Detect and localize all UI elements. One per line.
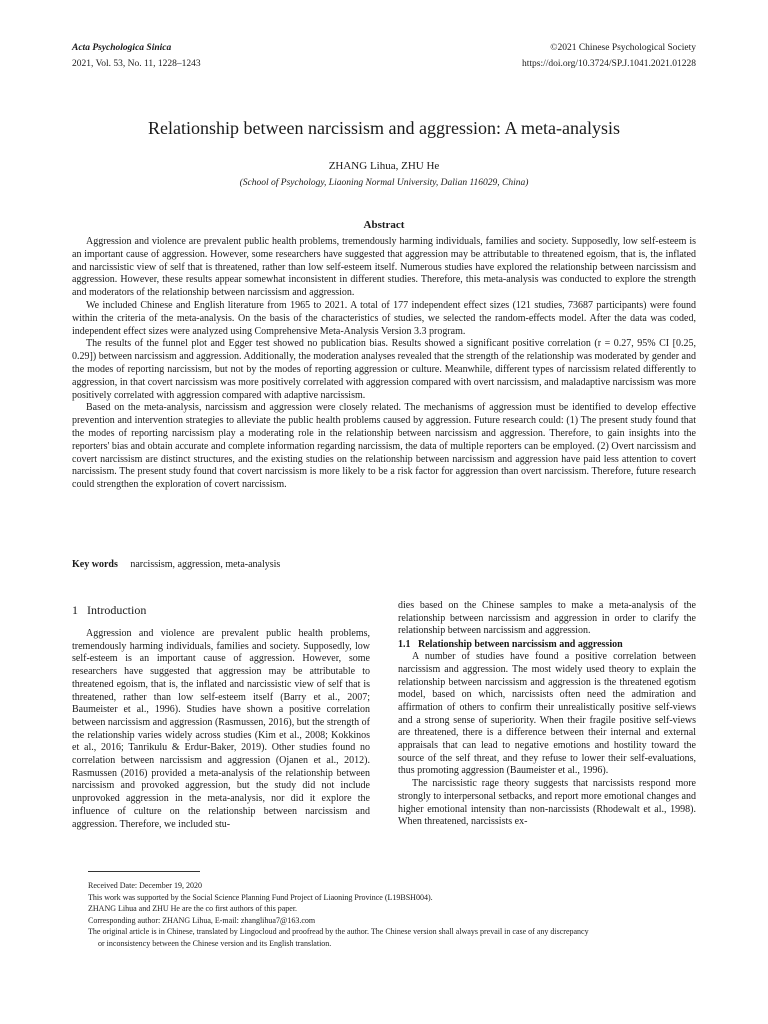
footnotes — [88, 880, 696, 949]
authors: ZHANG Lihua, ZHU He — [328, 160, 440, 172]
section-heading-introduction: 1 Introduction — [72, 603, 147, 617]
body-paragraph: A number of studies have found a positive correlation between narcissism and aggression. The most widely used theory to explain the relationship between narcissism and aggression is the threatened egotism model, based on which, narcissists often need the admiration and affirmation of others to confirm their unrealistically positive self-views and a strong sense of superiority. When their fragile positive self-views are threatened, there is a difference between their internal and external appraisals that can lead to negative emotions and hostility toward the source of the self threat, and they refuse to lower their self-evaluations, thus promoting aggression (Baumeister et al., 1996). — [398, 651, 696, 777]
body-paragraph: Aggression and violence are prevalent public health problems, tremendously harming individuals, families and society. Supposedly, low self-esteem is an important cause of aggression. However, some researchers have suggested that aggression may be attributable to threatened egoism, that is, the inflated and narcissistic view of self that is threatened, rather than low self-esteem itself (Barry et al., 2007; Baumeister et al., 1996). Studies have shown a positive correlation between narcissism and aggression (Rasmussen, 2016), but the strength of the relationship varies widely across studies (Kim et al., 2008; Kokkinos et al., 2016; Tanrikulu & Erdur-Baker, 2019). Other studies found no correlation between narcissism and aggression (Ojanen et al., 2012). Rasmussen (2016) provided a meta-analysis of the relationship between narcissism and provoked aggression, but the study did not include unprovoked aggression in the meta-analysis, nor did it explore the influence of culture on the relationship between narcissism and aggression. Therefore, we included stu- — [72, 628, 370, 830]
body-paragraph: dies based on the Chinese samples to make a meta-analysis of the relationship between narcissism and aggression in order to clarify the relationship between narcissism and aggression. — [398, 600, 696, 637]
left-column — [72, 600, 370, 831]
footnote-cofirst: ZHANG Lihua and ZHU He are the co first authors of this paper. — [88, 904, 298, 913]
footnote-received: Received Date: December 19, 2020 — [88, 881, 202, 890]
abstract-heading: Abstract — [363, 219, 405, 231]
keywords-text: narcissism, aggression, meta-analysis — [130, 559, 281, 570]
footnote-funding: This work was supported by the Social Science Planning Fund Project of Liaoning Province (L19BSH004). — [88, 892, 433, 902]
journal-header — [72, 40, 201, 72]
footnote-translation-cont: or inconsistency between the Chinese version and its English translation. — [98, 938, 332, 948]
affiliation: (School of Psychology, Liaoning Normal University, Dalian 116029, China) — [239, 178, 529, 188]
copyright-header — [522, 40, 696, 72]
copyright: ©2021 Chinese Psychological Society — [550, 43, 696, 53]
journal-name: Acta Psychologica Sinica — [72, 43, 172, 53]
abstract-paragraph: Aggression and violence are prevalent public health problems, tremendously harming individuals, families and society. Supposedly, low self-esteem is an important cause of aggression. However, some researchers have suggested that aggression may be attributable to threatened egoism, that is, the inflated and narcissistic view of self that is threatened, rather than low self-esteem itself. Numerous studies have explored the relationship between narcissism and aggression. However, these results appear somewhat inconsistent in different studies. Therefore, this meta-analysis was conducted to explore the strength and moderators of the relationship between narcissism and aggression. — [72, 236, 696, 299]
footnote-divider — [88, 871, 200, 872]
footnote-corresponding: Corresponding author: ZHANG Lihua, E-mail: zhanglihua7@163.com — [88, 915, 316, 925]
abstract-body — [72, 236, 696, 492]
keywords-label: Key words — [72, 559, 118, 570]
keywords — [72, 558, 696, 571]
paper-title: Relationship between narcissism and aggression: A meta-analysis — [148, 118, 620, 138]
footnote-translation: The original article is in Chinese, translated by Lingocloud and proofread by the author. The Chinese version shall always prevail in case of any discrepancy — [88, 927, 589, 936]
abstract-paragraph: We included Chinese and English literature from 1965 to 2021. A total of 177 independent effect sizes (121 studies, 73687 participants) were found within the criteria of the meta-analysis. On the basis of the characteristics of studies, we selected the random-effects model. After the data was coded, independent effect sizes were analyzed using Comprehensive Meta-Analysis Version 3.3 program. — [72, 299, 696, 337]
body-paragraph: The narcissistic rage theory suggests that narcissists respond more strongly to interpersonal setbacks, and report more emotional changes and higher emotional intensity than non-narcissists (Rhodewalt et al., 1998). When threatened, narcissists ex- — [398, 778, 696, 828]
right-column — [398, 600, 696, 829]
volume-info: 2021, Vol. 53, No. 11, 1228–1243 — [72, 59, 201, 69]
abstract-paragraph: Based on the meta-analysis, narcissism and aggression were closely related. The mechanisms of aggression must be identified to develop effective prevention and intervention strategies to alleviate the public health problems caused by aggression. Future research could: (1) The present study found that the modes of reporting narcissism play a moderating role in the relationship between narcissism and aggression. Therefore, to gain insights into the reporters' bias and obtain accurate and complete information regarding narcissism, the data of multiple reporters can be employed. (2) Overt narcissism and covert narcissism are distinct structures, and the existing studies on the relationship between narcissism and aggression have paid less attention to covert narcissism. The present study found that covert narcissism is more likely to be a risk factor for aggression than overt narcissism. Therefore, future research could strengthen the exploration of covert narcissism. — [72, 402, 696, 491]
abstract-paragraph: The results of the funnel plot and Egger test showed no publication bias. Results showed a significant positive correlation (r = 0.27, 95% CI [0.25, 0.29]) between narcissism and aggression. Additionally, the moderation analyses revealed that the strength of the relationship was moderated by gender and the modes of reporting narcissism, but not by the modes of reporting aggression or culture. Meanwhile, different types of narcissism related differently to aggression, in that covert narcissism was more positively correlated with aggression compared with overt narcissism, and maladaptive narcissism was more positively correlated with aggression compared with adaptive narcissism. — [72, 338, 696, 401]
subsection-heading: 1.1 Relationship between narcissism and aggression — [398, 639, 623, 651]
doi-link[interactable]: https://doi.org/10.3724/SP.J.1041.2021.01228 — [521, 59, 696, 69]
